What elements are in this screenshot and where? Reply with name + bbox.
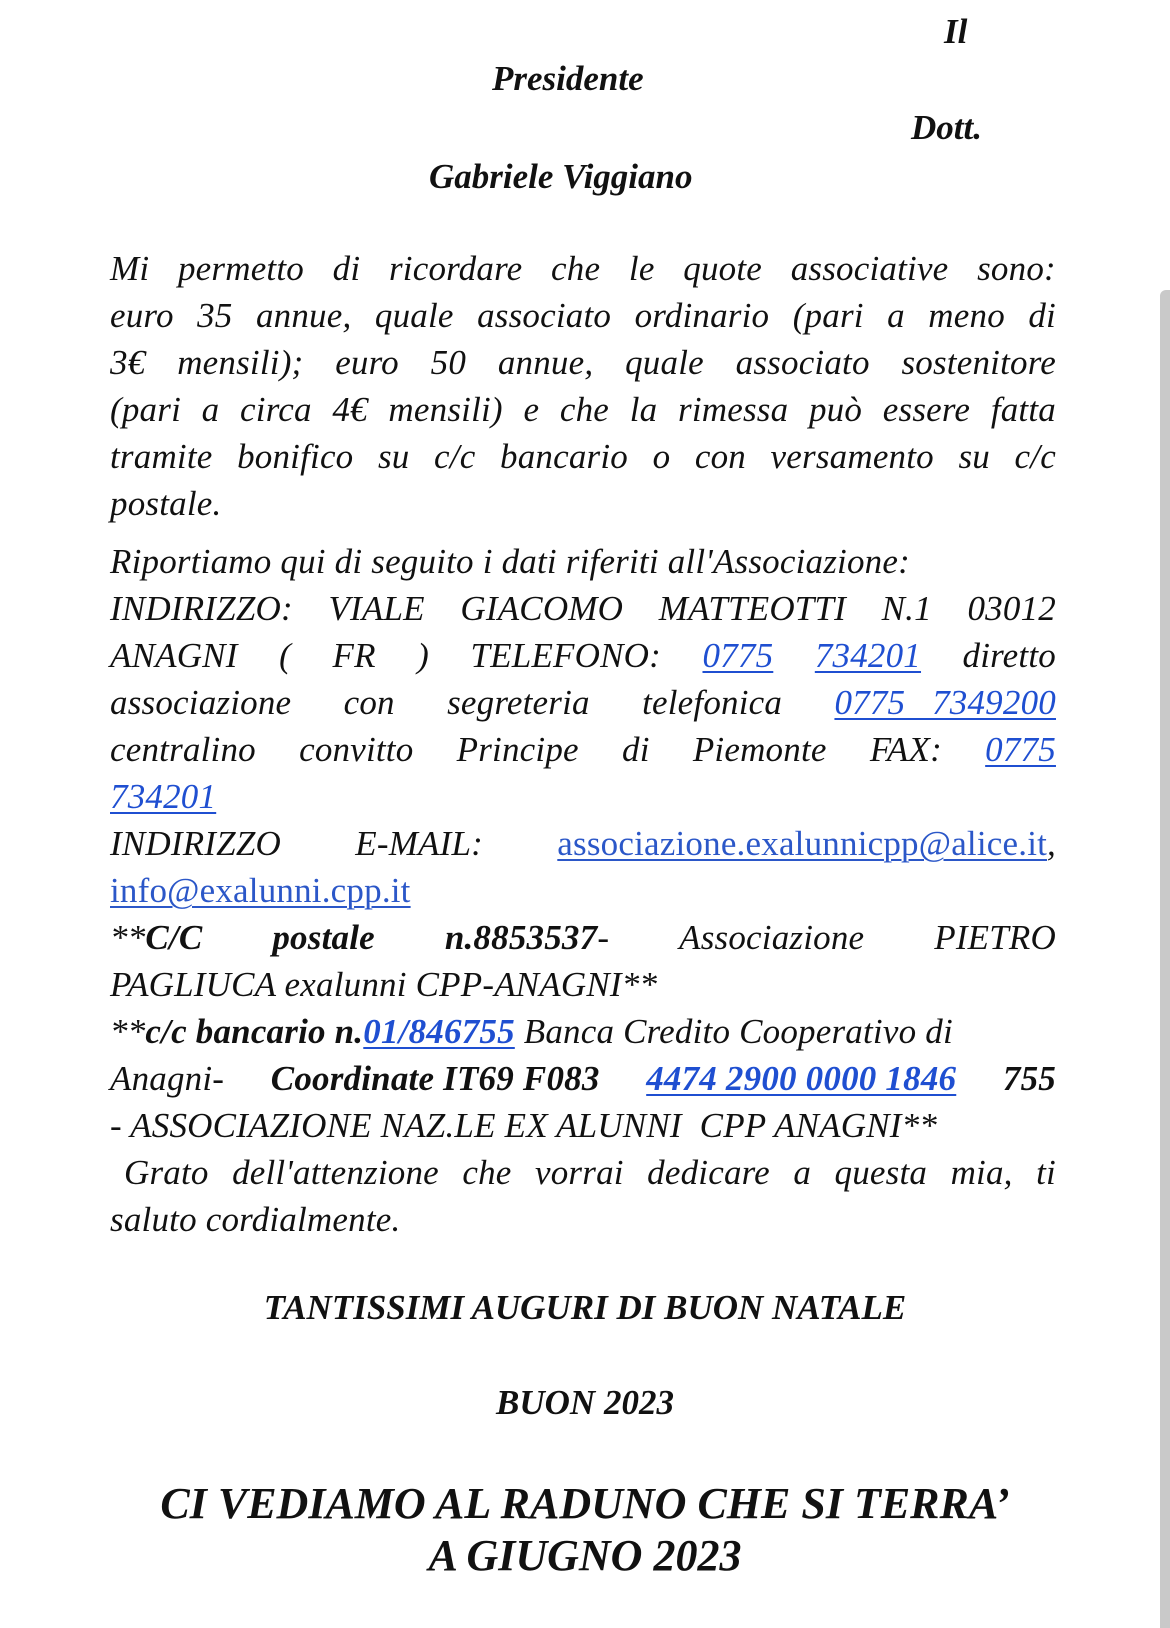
word: C/C — [145, 918, 203, 957]
word: Mi — [110, 249, 150, 288]
word: permetto — [177, 249, 304, 288]
word: a — [201, 390, 220, 429]
fax-link-number[interactable]: 734201 — [110, 777, 217, 816]
dash: - — [597, 918, 610, 957]
word: ) — [417, 636, 430, 675]
word: fatta — [990, 390, 1056, 429]
word: sostenitore — [901, 343, 1056, 382]
signature-dott: Dott. — [911, 108, 982, 147]
word: quale — [625, 343, 704, 382]
thanks-line — [110, 1149, 1056, 1196]
word: Piemonte — [692, 730, 827, 769]
fax-line-cont — [110, 773, 1056, 820]
fax-link-prefix[interactable]: 0775 — [985, 730, 1056, 769]
word: meno — [928, 296, 1005, 335]
word: o — [652, 437, 671, 476]
membership-fees-paragraph — [110, 245, 1056, 527]
word: postale. — [110, 484, 222, 523]
bank-account-label: c/c bancario n. — [145, 1012, 364, 1051]
word: che — [462, 1153, 512, 1192]
word: ( — [279, 636, 291, 675]
word: INDIRIZZO: — [110, 589, 293, 628]
word: centralino — [110, 730, 256, 769]
iban-digits-link[interactable]: 4474 2900 0000 1846 — [646, 1059, 957, 1098]
postal-account-holder: PAGLIUCA exalunni CPP-ANAGNI** — [110, 965, 658, 1004]
email-link-alice[interactable]: associazione.exalunnicpp@alice.it — [557, 824, 1048, 863]
word: versamento — [770, 437, 934, 476]
word: VIALE — [328, 589, 425, 628]
iban-suffix: 755 — [1002, 1059, 1056, 1098]
word: FAX: — [869, 730, 942, 769]
iban-prefix: Coordinate IT69 F083 — [270, 1059, 600, 1098]
paragraph-line — [110, 433, 1056, 480]
postal-account-line — [110, 914, 1056, 961]
christmas-greeting: TANTISSIMI AUGURI DI BUON NATALE — [263, 1288, 907, 1327]
word: ANAGNI — [110, 636, 238, 675]
word: associative — [790, 249, 949, 288]
word: di — [332, 249, 361, 288]
word: associato — [477, 296, 612, 335]
word: con — [343, 683, 395, 722]
word: Principe — [456, 730, 579, 769]
word: euro — [335, 343, 399, 382]
word: c/c — [1014, 437, 1056, 476]
email-line-cont — [110, 867, 1056, 914]
signature-title-presidente: Presidente — [492, 59, 644, 98]
word: vorrai — [535, 1153, 624, 1192]
email-separator: , — [1047, 824, 1056, 863]
word: questa — [834, 1153, 928, 1192]
postal-account-label — [110, 914, 202, 961]
word: postale — [272, 918, 375, 957]
word: convitto — [299, 730, 414, 769]
phone-link-prefix[interactable]: 0775 — [702, 636, 774, 675]
word: (pari — [792, 296, 864, 335]
word: GIACOMO — [460, 589, 624, 628]
word: associato — [735, 343, 870, 382]
association-details-paragraph — [110, 538, 1056, 1243]
word: Associazione — [679, 918, 865, 957]
word: essere — [882, 390, 971, 429]
word: bancario — [500, 437, 628, 476]
word: su — [958, 437, 990, 476]
word: N.1 — [881, 589, 932, 628]
word: con — [694, 437, 746, 476]
word: che — [551, 249, 601, 288]
bank-name: Banca Credito Cooperativo di — [514, 1012, 953, 1051]
word: Grato — [124, 1153, 209, 1192]
paragraph-line — [110, 480, 1056, 527]
intro-line — [110, 538, 1056, 585]
word: a — [793, 1153, 812, 1192]
word: 4€ — [332, 390, 368, 429]
word: INDIRIZZO — [110, 824, 281, 863]
signature-title-il: Il — [944, 12, 968, 51]
paragraph-line — [110, 292, 1056, 339]
signature-name: Gabriele Viggiano — [429, 157, 693, 196]
word: 50 — [430, 343, 467, 382]
paragraph-line — [110, 245, 1056, 292]
bank-account-holder: - ASSOCIAZIONE NAZ.LE EX ALUNNI CPP ANAGNI** — [110, 1106, 938, 1145]
word: 3€ — [110, 343, 146, 382]
word: le — [628, 249, 655, 288]
address-line — [110, 585, 1056, 632]
postal-account-number — [445, 914, 609, 961]
word: mia, — [950, 1153, 1013, 1192]
email-link-info[interactable]: info@exalunni.cpp.it — [110, 871, 411, 910]
word: euro — [110, 296, 174, 335]
word: TELEFONO: — [470, 636, 661, 675]
word: FR — [332, 636, 376, 675]
thanks-line-cont — [110, 1196, 1056, 1243]
word: di — [622, 730, 650, 769]
word: e — [523, 390, 540, 429]
word: 35 — [197, 296, 233, 335]
word: che — [559, 390, 610, 429]
word: circa — [240, 390, 312, 429]
word: ti — [1036, 1153, 1056, 1192]
raduno-line-2: A GIUGNO 2023 — [428, 1531, 742, 1580]
asterisks: ** — [110, 1012, 146, 1051]
vertical-scrollbar[interactable] — [1160, 290, 1170, 1628]
word: annue, — [497, 343, 594, 382]
word: a — [887, 296, 905, 335]
word: mensili); — [177, 343, 304, 382]
word: ordinario — [634, 296, 770, 335]
bank-account-group — [110, 1008, 953, 1055]
asterisks: ** — [110, 918, 146, 957]
word: la — [629, 390, 658, 429]
switchboard-phone-link[interactable]: 0775 7349200 — [834, 683, 1056, 722]
word: Anagni- — [110, 1059, 225, 1098]
fax-line — [110, 726, 1056, 773]
word: sono: — [977, 249, 1056, 288]
word: (pari — [110, 390, 181, 429]
word: tramite — [110, 437, 213, 476]
word: associazione — [110, 683, 292, 722]
email-group — [557, 820, 1056, 867]
word: su — [377, 437, 410, 476]
word: segreteria — [447, 683, 590, 722]
bank-account-number-link[interactable]: 01/846755 — [363, 1012, 515, 1051]
switchboard-line — [110, 679, 1056, 726]
postal-account-line-cont — [110, 961, 1056, 1008]
word: annue, — [255, 296, 352, 335]
email-line — [110, 820, 1056, 867]
new-year-greeting: BUON 2023 — [496, 1383, 674, 1422]
word: diretto — [962, 636, 1056, 675]
closing-salutation: saluto cordialmente. — [110, 1200, 401, 1239]
word: rimessa — [678, 390, 789, 429]
word: dell'attenzione — [232, 1153, 439, 1192]
bank-holder-line — [110, 1102, 1056, 1149]
account-number: n.8853537 — [444, 918, 598, 957]
phone-link-number[interactable]: 734201 — [814, 636, 922, 675]
word: quale — [374, 296, 454, 335]
word: PIETRO — [934, 918, 1056, 957]
word: ricordare — [388, 249, 523, 288]
iban-line — [110, 1055, 1056, 1102]
word: E-MAIL: — [355, 824, 484, 863]
word: può — [808, 390, 863, 429]
bank-account-line — [110, 1008, 1056, 1055]
word: quote — [683, 249, 763, 288]
paragraph-line — [110, 386, 1056, 433]
word: telefonica — [642, 683, 783, 722]
word: dedicare — [647, 1153, 770, 1192]
word: mensili) — [388, 390, 503, 429]
raduno-line-1: CI VEDIAMO AL RADUNO CHE SI TERRA’ — [160, 1479, 1010, 1528]
intro-text: Riportiamo qui di seguito i dati riferiti all'Associazione: — [110, 542, 910, 581]
word: 03012 — [967, 589, 1056, 628]
word: MATTEOTTI — [658, 589, 846, 628]
word: bonifico — [237, 437, 354, 476]
word: di — [1028, 296, 1056, 335]
paragraph-line — [110, 339, 1056, 386]
word: c/c — [434, 437, 476, 476]
phone-line — [110, 632, 1056, 679]
